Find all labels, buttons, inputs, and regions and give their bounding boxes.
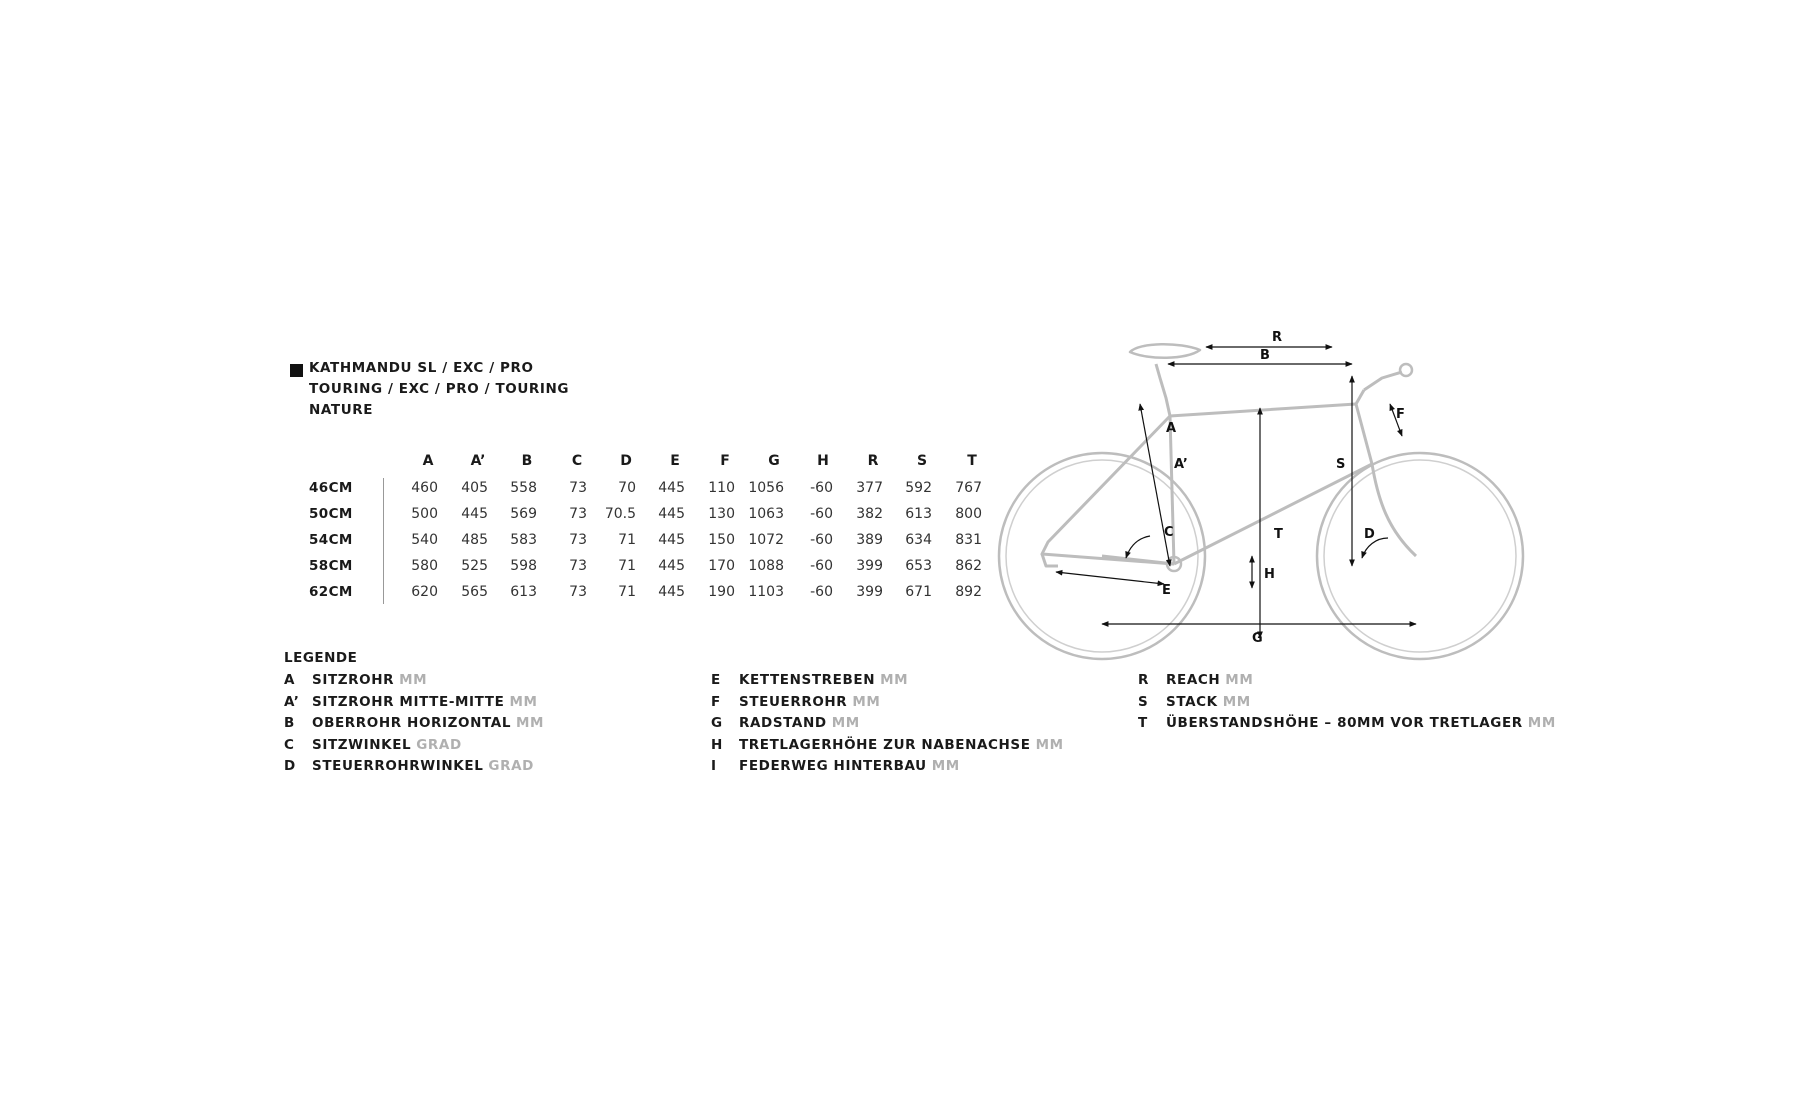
legend-text-wrap: [1166, 694, 1251, 710]
table-cell: 558: [510, 480, 537, 496]
legend-text: KETTENSTREBEN: [739, 672, 876, 688]
model-title-line-3: NATURE: [309, 402, 374, 418]
legend-text-wrap: [739, 737, 1064, 753]
legend-text: RADSTAND: [739, 715, 827, 731]
column-header: G: [768, 453, 780, 469]
column-header: S: [916, 453, 928, 469]
table-cell: 485: [461, 532, 488, 548]
legend-key: G: [711, 715, 723, 731]
column-header: D: [620, 453, 632, 469]
legend-key: B: [284, 715, 295, 731]
dim-label-r: R: [1272, 330, 1283, 345]
dim-label-e: E: [1162, 583, 1171, 598]
table-cell: 150: [708, 532, 735, 548]
legend-unit: GRAD: [488, 758, 534, 774]
legend-text: TRETLAGERHÖHE ZUR NABENACHSE: [739, 736, 1031, 753]
bike-geometry-diagram: [990, 320, 1550, 680]
legend-key: A’: [284, 693, 300, 710]
table-cell: 892: [955, 584, 982, 600]
size-label: 58CM: [309, 558, 353, 574]
legend-unit: MM: [1225, 672, 1254, 688]
legend-text: SITZWINKEL: [312, 736, 412, 753]
table-cell: 71: [618, 584, 636, 600]
table-cell: 862: [955, 558, 982, 574]
legend-unit: GRAD: [416, 736, 462, 753]
legend-unit: MM: [831, 715, 860, 731]
table-cell: 800: [955, 506, 982, 522]
table-cell: 73: [569, 558, 587, 574]
table-cell: 71: [618, 558, 636, 574]
legend-text: ÜBERSTANDSHÖHE – 80MM VOR TRETLAGER: [1166, 715, 1523, 731]
table-cell: 445: [658, 532, 685, 548]
dim-label-t: T: [1274, 527, 1283, 542]
model-title-line-1: KATHMANDU SL / EXC / PRO: [309, 360, 534, 376]
table-cell: 73: [569, 480, 587, 496]
legend-text-wrap: [1166, 715, 1556, 731]
size-label: 46CM: [309, 480, 353, 496]
legend-key: E: [711, 672, 721, 688]
legend-unit: MM: [852, 693, 881, 710]
column-header: R: [867, 453, 879, 469]
legend-text: REACH: [1166, 672, 1221, 688]
legend-text-wrap: [739, 758, 960, 774]
legend-key: I: [711, 758, 717, 774]
table-cell: 653: [905, 558, 932, 574]
table-cell: 382: [856, 506, 883, 522]
table-cell: 580: [411, 558, 438, 574]
column-header: A’: [470, 453, 486, 469]
legend-unit: MM: [1527, 715, 1556, 731]
legend-text: STEUERROHR: [739, 693, 848, 710]
legend-text: SITZROHR MITTE-MITTE: [312, 693, 505, 710]
column-header: F: [720, 453, 730, 469]
table-cell: 525: [461, 558, 488, 574]
legend-text-wrap: [739, 715, 860, 731]
table-cell: -60: [810, 480, 833, 496]
table-cell: 445: [658, 558, 685, 574]
table-cell: 1103: [748, 584, 784, 600]
table-cell: 445: [461, 506, 488, 522]
table-cell: 767: [955, 480, 982, 496]
legend-unit: MM: [880, 672, 909, 688]
legend-unit: MM: [931, 758, 960, 774]
front-wheel: [1317, 453, 1523, 659]
table-cell: 445: [658, 584, 685, 600]
table-cell: 377: [856, 480, 883, 496]
table-cell: 73: [569, 532, 587, 548]
dim-label-f: F: [1396, 407, 1405, 422]
legend-key: H: [711, 736, 723, 753]
table-cell: -60: [810, 558, 833, 574]
table-cell: 620: [411, 584, 438, 600]
table-cell: 831: [955, 532, 982, 548]
dim-label-a: A: [1166, 421, 1177, 436]
legend-text: OBERROHR HORIZONTAL: [312, 715, 512, 731]
dim-label-d: D: [1364, 527, 1375, 542]
legend-text: SITZROHR: [312, 672, 395, 688]
legend-key: F: [711, 693, 721, 710]
table-cell: -60: [810, 532, 833, 548]
legend-text-wrap: [312, 737, 462, 753]
table-cell: 130: [708, 506, 735, 522]
legend-text: STEUERROHRWINKEL: [312, 758, 484, 774]
legend-unit: MM: [1222, 693, 1251, 710]
table-cell: 540: [411, 532, 438, 548]
table-cell: 613: [905, 506, 932, 522]
dim-label-a-prime: A’: [1174, 457, 1188, 472]
table-cell: 671: [905, 584, 932, 600]
table-cell: -60: [810, 506, 833, 522]
table-cell: 1056: [748, 480, 784, 496]
legend-text-wrap: [312, 672, 427, 688]
model-title-line-2: TOURING / EXC / PRO / TOURING: [309, 381, 570, 397]
table-cell: 592: [905, 480, 932, 496]
table-cell: 190: [708, 584, 735, 600]
size-label: 50CM: [309, 506, 353, 522]
legend-text-wrap: [312, 694, 538, 710]
table-cell: 70: [618, 480, 636, 496]
legend-text-wrap: [312, 715, 544, 731]
legend-key: D: [284, 758, 296, 774]
table-cell: 399: [856, 584, 883, 600]
table-cell: 1063: [748, 506, 784, 522]
legend-key: T: [1138, 715, 1148, 731]
table-cell: 445: [658, 480, 685, 496]
legend-unit: MM: [516, 715, 545, 731]
column-header: C: [571, 453, 583, 469]
legend-title: LEGENDE: [284, 650, 358, 666]
table-cell: 445: [658, 506, 685, 522]
table-cell: 399: [856, 558, 883, 574]
column-header: A: [422, 453, 434, 469]
column-header: T: [967, 453, 977, 469]
legend-text-wrap: [739, 672, 908, 688]
table-cell: 565: [461, 584, 488, 600]
size-label: 62CM: [309, 584, 353, 600]
table-cell: 583: [510, 532, 537, 548]
table-cell: 634: [905, 532, 932, 548]
legend-unit: MM: [509, 693, 538, 710]
legend-text-wrap: [739, 694, 880, 710]
table-cell: 500: [411, 506, 438, 522]
table-cell: 73: [569, 506, 587, 522]
table-cell: 71: [618, 532, 636, 548]
column-header: E: [670, 453, 680, 469]
dim-label-h: H: [1264, 567, 1275, 582]
title-bullet-square: [290, 364, 303, 377]
legend-text-wrap: [312, 758, 534, 774]
table-cell: 70.5: [604, 506, 636, 522]
legend-key: S: [1138, 693, 1149, 710]
legend-text: STACK: [1166, 693, 1218, 710]
dim-label-b: B: [1260, 348, 1270, 363]
table-cell: 1072: [748, 532, 784, 548]
table-cell: -60: [810, 584, 833, 600]
legend-unit: MM: [399, 672, 428, 688]
table-cell: 110: [708, 480, 735, 496]
legend-key: C: [284, 736, 295, 753]
legend-key: A: [284, 672, 296, 688]
table-cell: 460: [411, 480, 438, 496]
column-header: B: [521, 453, 533, 469]
legend-text: FEDERWEG HINTERBAU: [739, 758, 927, 774]
dim-label-c: C: [1164, 525, 1174, 540]
legend-unit: MM: [1035, 736, 1064, 753]
table-cell: 389: [856, 532, 883, 548]
size-label: 54CM: [309, 532, 353, 548]
dim-label-s: S: [1336, 457, 1346, 472]
table-cell: 613: [510, 584, 537, 600]
table-cell: 1088: [748, 558, 784, 574]
table-cell: 598: [510, 558, 537, 574]
dim-label-g: G: [1252, 631, 1263, 646]
table-cell: 569: [510, 506, 537, 522]
table-cell: 170: [708, 558, 735, 574]
table-cell: 405: [461, 480, 488, 496]
table-cell: 73: [569, 584, 587, 600]
legend-key: R: [1138, 672, 1149, 688]
column-header: H: [817, 453, 829, 469]
bike-frame: [1042, 344, 1416, 571]
